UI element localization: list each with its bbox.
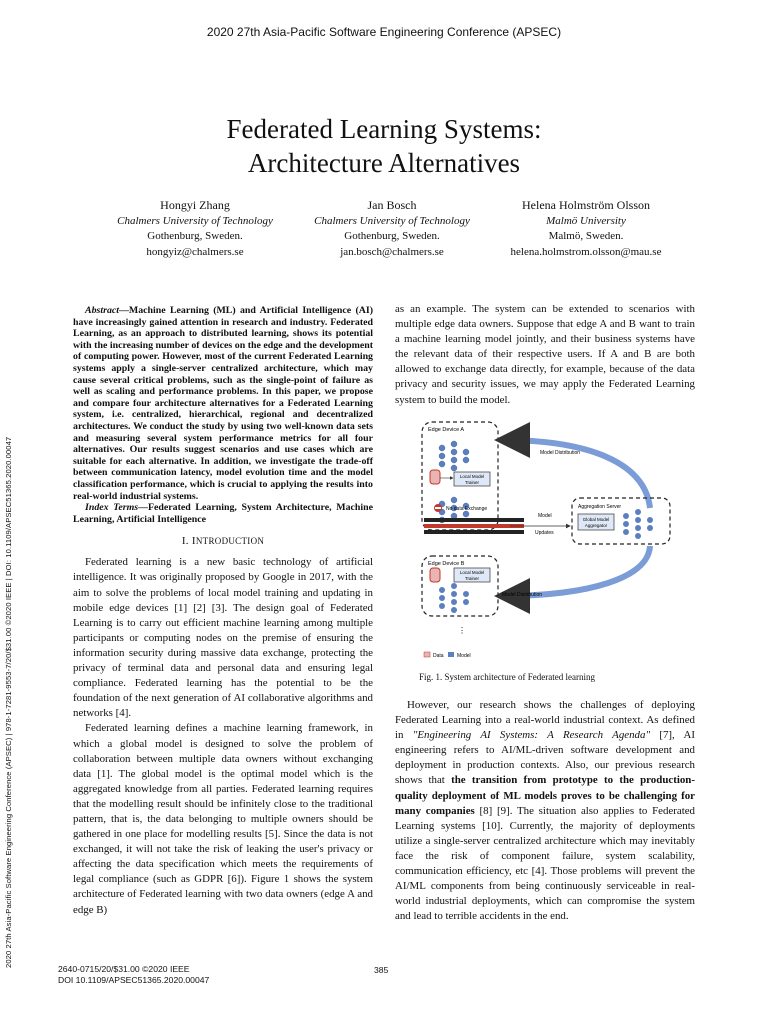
section-title-rest: NTRODUCTION [195,536,265,547]
author-affiliation: Chalmers University of Technology [314,214,470,227]
legend-data-swatch [424,652,430,657]
neural-network-icon [439,441,469,471]
model-updates-label: Model [538,513,552,519]
index-terms-label: Index Terms [85,502,139,514]
conference-header: 2020 27th Asia-Pacific Software Engineering Conference (APSEC) [206,25,562,39]
page-number: 385 [374,965,389,975]
doi-sidebar: 2020 27th Asia-Pacific Software Engineering Conference (APSEC) | 978-1-7281-9553-7/20/$31.00 ©2020 IEEE | DOI: 10.1109/APSEC51365.2020.00047 [4,436,13,968]
footer-copyright: 2640-0715/20/$31.00 ©2020 IEEE [58,964,190,974]
aggregation-server-label: Aggregation Server [578,504,622,510]
index-terms-text: —Federated Learning, System Architecture, Machine Learning, Artificial Intelligence [73,502,374,525]
author-name: Hongyi Zhang [160,198,230,212]
section-title-initial: I [191,535,196,548]
author-affiliation: Chalmers University of Technology [117,214,273,227]
abstract [73,305,373,502]
legend-model-swatch [448,652,454,657]
right-column-top [395,302,695,408]
author-email: helena.holmstrom.olsson@mau.se [510,245,662,258]
text-run: [7], AI engineering refers to AI/ML-driven software development and deployment in production contexts. Also, our previous research shows that [395,729,695,787]
quoted-title: "Engineering AI Systems: A Research Agenda" [412,729,651,742]
section-number: I. [181,535,189,548]
paper-title [0,112,768,180]
footer [58,964,209,986]
title-line-2: Architecture Alternatives [247,148,521,178]
model-distribution-label: Model Distribution [502,592,543,598]
ellipsis: ⋮ [458,626,466,635]
database-icon [430,568,440,582]
local-trainer-label: Trainer [464,576,480,581]
local-trainer-label: Local Model [459,474,485,479]
author-location: Malmö, Sweden. [548,230,624,242]
author-3 [476,198,696,260]
edge-device-b-label: Edge Device B [428,561,465,567]
data-blocks [424,518,524,534]
global-aggregator-label: Aggregator [584,523,608,528]
paragraph [395,698,695,924]
abstract-label: Abstract [85,305,120,316]
database-icon [430,470,440,484]
footer-doi: DOI 10.1109/APSEC51365.2020.00047 [58,975,210,985]
neural-network-icon [623,509,653,539]
model-distribution-label: Model Distribution [540,450,581,456]
author-affiliation: Malmö University [546,214,626,227]
legend-data-label: Data [433,653,444,659]
author-email: jan.bosch@chalmers.se [340,245,444,258]
bold-emphasis: the transition from prototype to the production-quality deployment of ML models proves to be challenging for many companies [395,774,695,817]
left-column [73,305,373,918]
author-1 [85,198,305,260]
author-location: Gothenburg, Sweden. [147,230,243,242]
no-data-exchange-label: No data Exchange [446,506,488,512]
global-aggregator-label: Global Model [582,517,610,522]
local-trainer-label: Trainer [464,480,480,485]
edge-device-a-label: Edge Device A [428,427,465,433]
index-terms [73,502,373,525]
author-email: hongyiz@chalmers.se [146,245,244,258]
section-heading [73,534,373,549]
paragraph: as an example. The system can be extended to scenarios with multiple edge data owners. Suppose that edge A and B want to train a machine learning model jointly, and their business systems have the relevant data of their respective users. If A and B are both allowed to exchange data directly, for example, because of the data privacy and security issues, we may apply the Federated Learning system to build the model. [395,303,695,406]
title-line-1: Federated Learning Systems: [226,114,542,144]
text-run: However, our research shows the challenges of deploying Federated Learning into a real-world industrial context. As defined in [395,699,695,742]
legend-model-label: Model [457,653,471,659]
local-trainer-label: Local Model [459,570,485,575]
author-location: Gothenburg, Sweden. [344,230,440,242]
author-name: Helena Holmström Olsson [522,198,650,212]
neural-network-icon [439,583,469,613]
author-2 [282,198,502,260]
figure-caption: Fig. 1. System architecture of Federated learning [419,672,595,682]
text-run: [8] [9]. The situation also applies to Federated Learning systems [10]. Currently, the majority of deployments utilize a single-server centralized architecture which may inevitably face the risk of component failure, system scalability, communication efficiency, etc [4]. Those problems will prevent the AI/ML components from being continuously serviceable in real-world industrial deployments, which can compromise the system and lead to terrible accidents in the end. [395,804,696,923]
paragraph: Federated learning is a new basic technology of artificial intelligence. It was originally proposed by Google in 2017, with the aim to solve the problems of local model training and updating in mobile edge devices [1] [2] [3]. The design goal of Federated Learning is to carry out efficient machine learning among multiple participants or computing nodes on the premise of ensuring the information security during massive data exchange, protecting the privacy of terminal data and personal data and ensuring legal compliance. Federated learning has the potential to be the foundation of the next generation of AI collaborative algorithms and networks [4]. [73,556,373,720]
paragraph: Federated learning defines a machine learning framework, in which a global model is designed to solve the problem of collaboration between multiple data owners without exchanging data [1]. The global model is the optimal model which is the aggregated knowledge from all parties. Federated learning requires that the modelling result should be infinitely close to the traditional pattern, that is, the data belonging to multiple owners should be gathered in one place for modelling results [5]. Since the data is not exchanged, it will not take the risk of leaking the user's privacy or affecting the data specification which meets the requirements of legal compliance (such as GDPR [6]). Figure 1 shows the system architecture of Federated learning with two data owners (edge A and edge B) [73,722,373,916]
figure-architecture [420,418,680,663]
author-name: Jan Bosch [367,198,417,212]
model-updates-label: Updates [535,530,554,536]
abstract-text: —Machine Learning (ML) and Artificial Intelligence (AI) have increasingly gained attention in research and industry. Federated Learning, as an approach to distributed learning, shows its potential with the increasing number of devices on the edge and the development of computing power. However, most of the current Federated Learning systems apply a single-server centralized architecture, which may cause several critical problems, such as the single-point of failure as well as scaling and performance problems. In this paper, we propose and compare four architecture alternatives for a Federated Learning system, i.e. centralized, hierarchical, regional and decentralized architectures. We conduct the study by using two well-known data sets and measuring several system performance metrics for all four alternatives. Our results suggest scenarios and use cases which are suitable for each alternative. In addition, we investigate the trade-off between communication latency, model evolution time and the model classification performance, which is crucial to applying the results into real-world industrial systems. [73,305,373,502]
right-column-bottom [395,698,695,924]
model-distribution-arrow [500,546,650,596]
